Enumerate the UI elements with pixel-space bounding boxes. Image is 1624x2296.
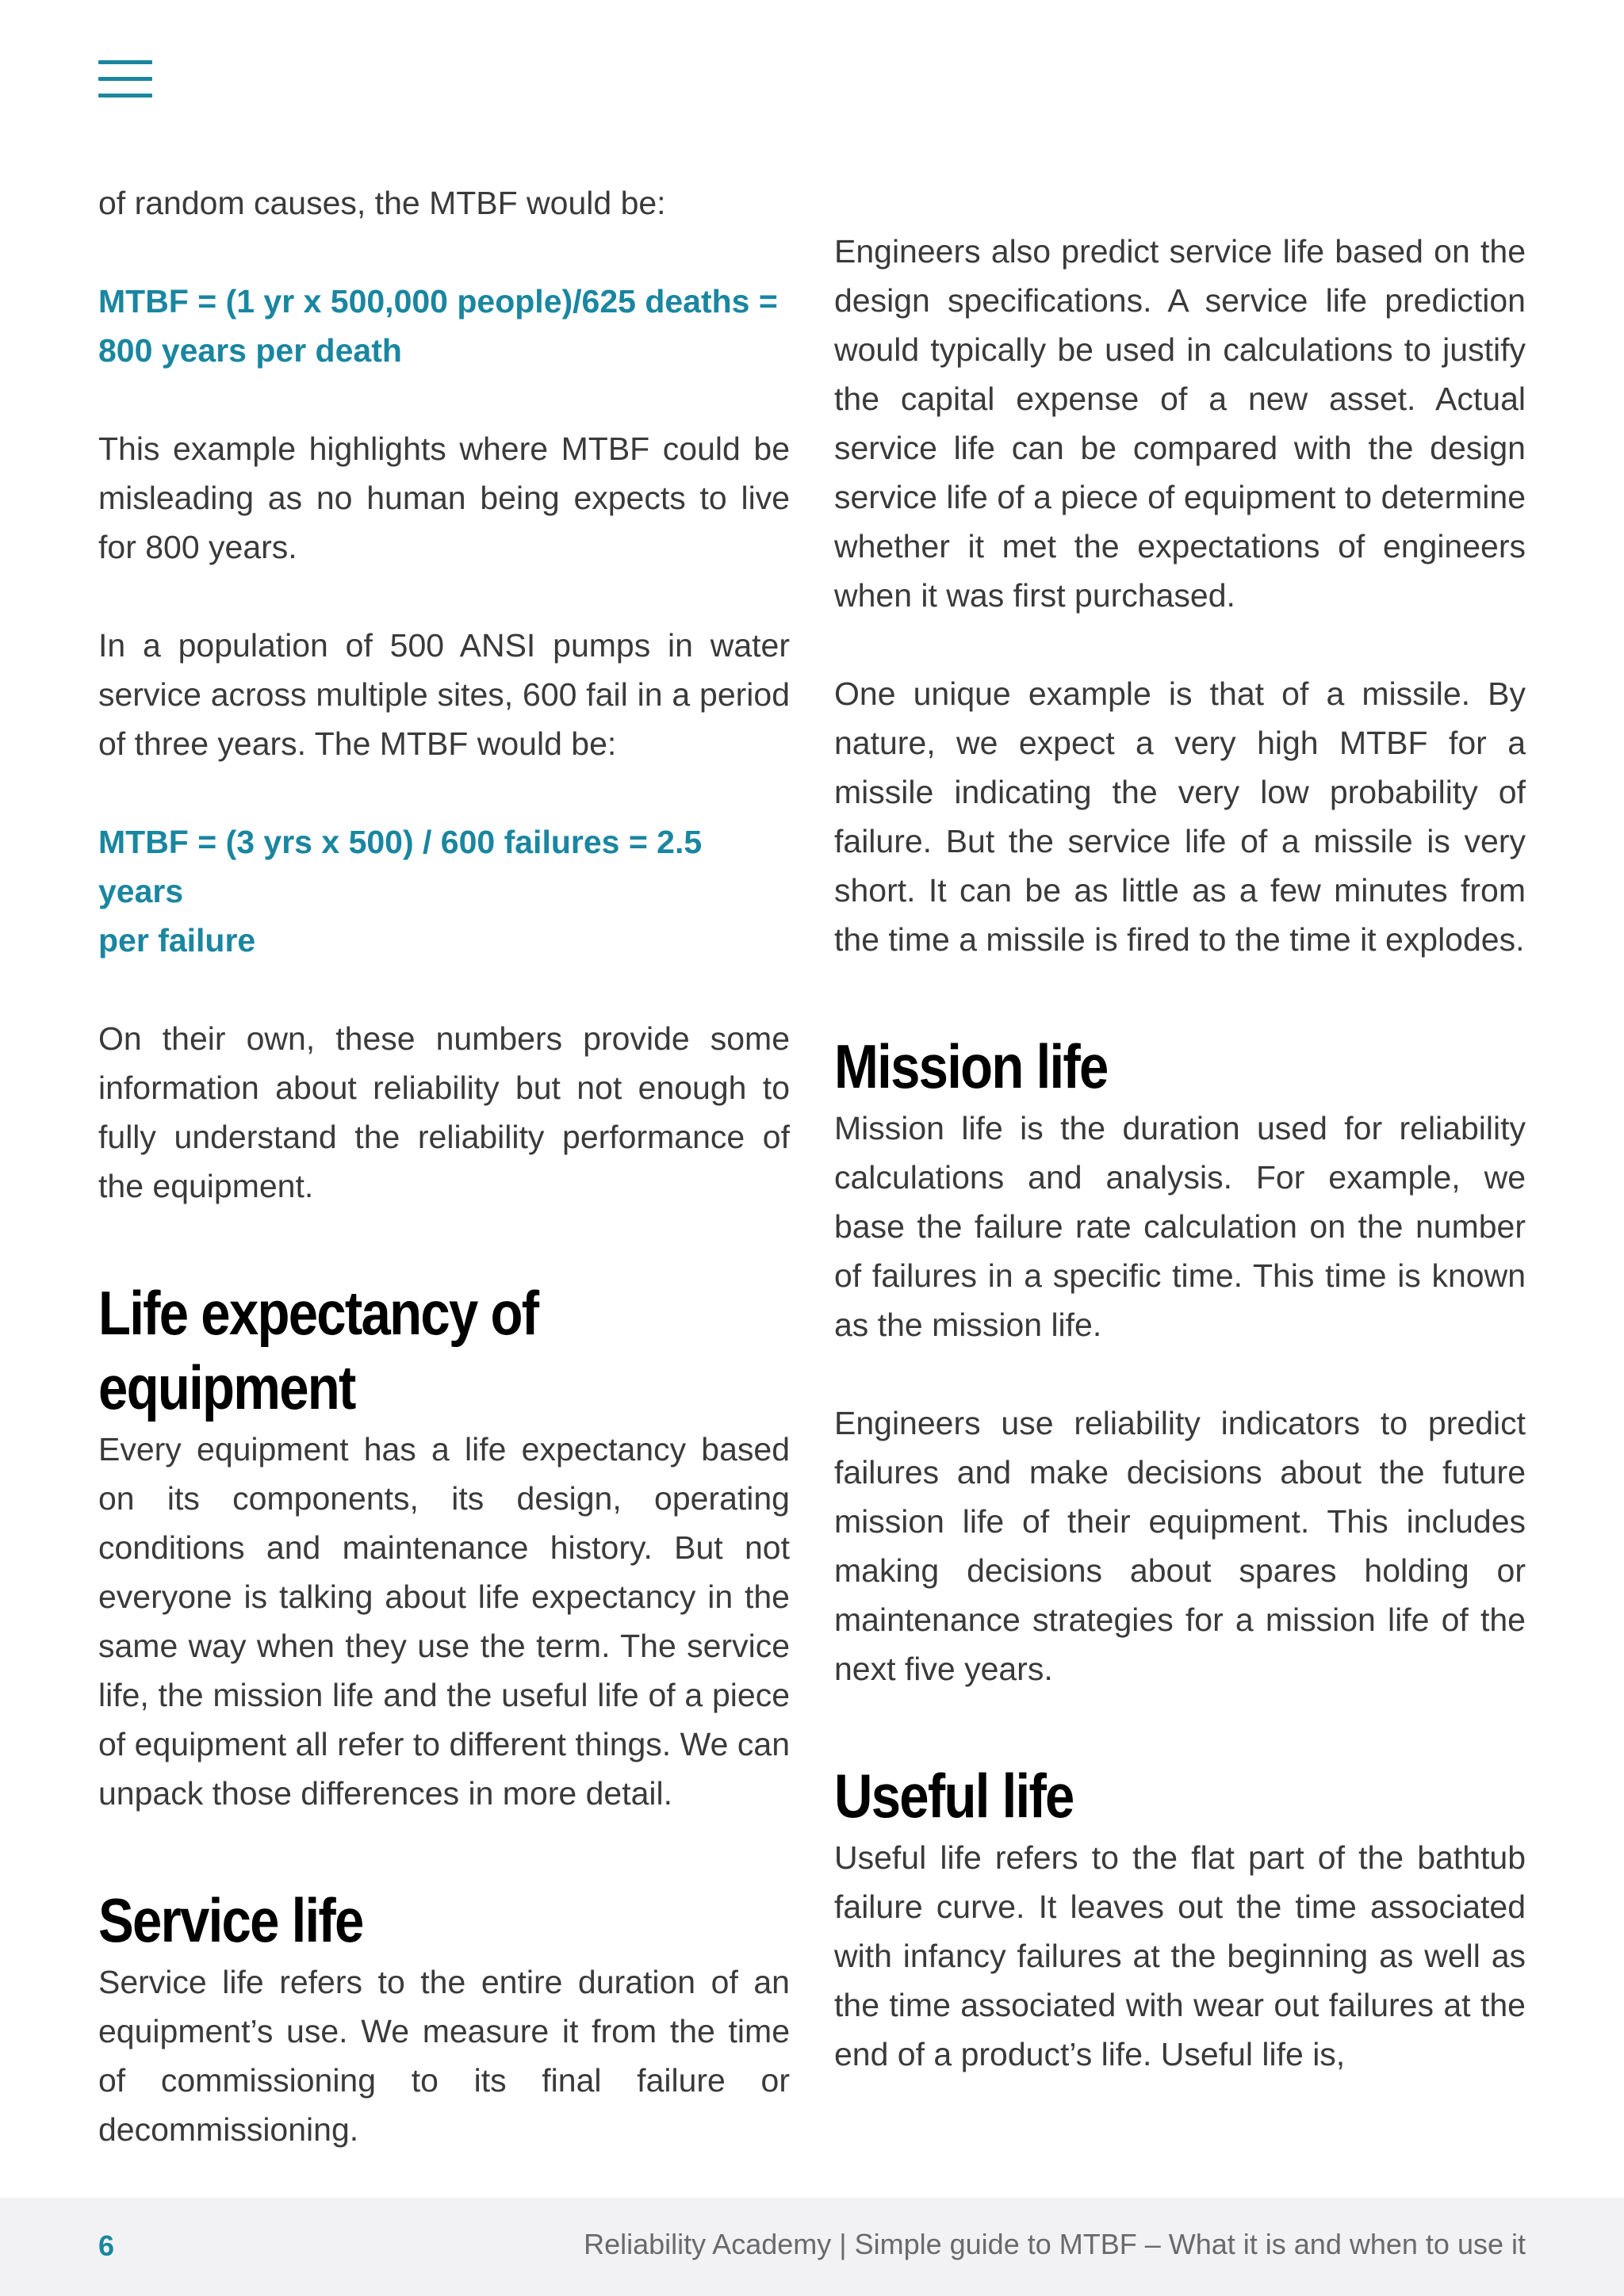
section-heading: equipment — [98, 1353, 355, 1422]
menu-bar — [98, 60, 152, 64]
section-heading: Useful life — [834, 1761, 1074, 1831]
footer-title: Reliability Academy | Simple guide to MTBF – What it is and when to use it — [584, 2228, 1526, 2260]
paragraph: In a population of 500 ANSI pumps in water service across multiple sites, 600 fail in a period of three years. The MTBF would be: — [98, 627, 790, 762]
formula-line: MTBF = (3 yrs x 500) / 600 failures = 2.5 years — [98, 824, 703, 909]
formula-line: per failure — [98, 922, 256, 959]
paragraph: Service life refers to the entire duration of an equipment’s use. We measure it from the time of commissioning to its final failure or decommissioning. — [98, 1964, 790, 2148]
section-heading: Life expectancy of — [98, 1278, 538, 1348]
formula-line: 800 years per death — [98, 332, 402, 369]
page-number: 6 — [98, 2229, 115, 2262]
paragraph: Mission life is the duration used for reliability calculations and analysis. For example, we base the failure rate calculation on the number of failures in a specific time. This time is known as the mission life. — [834, 1110, 1526, 1343]
right-column — [834, 227, 1526, 2079]
section-heading: Service life — [98, 1885, 363, 1955]
paragraph: Useful life refers to the flat part of the bathtub failure curve. It leaves out the time associated with infancy failures at the beginning as well as the time associated with wear out failures at the end of a product’s life. Useful life is, — [834, 1839, 1526, 2072]
paragraph: Engineers also predict service life based on the design specifications. A service life prediction would typically be used in calculations to justify the capital expense of a new asset. Actual service life can be compared with the design service life of a piece of equipment to determine whether it met the expectations of engineers when it was first purchased. — [834, 233, 1526, 614]
paragraph: On their own, these numbers provide some information about reliability but not enough to fully understand the reliability performance of the equipment. — [98, 1020, 790, 1204]
left-column — [98, 178, 790, 2154]
paragraph: of random causes, the MTBF would be: — [98, 185, 666, 221]
section-heading: Mission life — [834, 1031, 1108, 1101]
formula-line: MTBF = (1 yr x 500,000 people)/625 deaths = — [98, 283, 778, 320]
paragraph: This example highlights where MTBF could be misleading as no human being expects to live for 800 years. — [98, 430, 790, 565]
hamburger-menu-icon[interactable] — [98, 60, 152, 98]
menu-bar — [98, 94, 152, 98]
paragraph: Every equipment has a life expectancy based on its components, its design, operating conditions and maintenance history. But not everyone is talking about life expectancy in the same way when they use the term. The service life, the mission life and the useful life of a piece of equipment all refer to different things. We can unpack those differences in more detail. — [98, 1431, 790, 1812]
paragraph: Engineers use reliability indicators to predict failures and make decisions about the future mission life of their equipment. This includes making decisions about spares holding or maintenance strategies for a mission life of the next five years. — [834, 1405, 1526, 1687]
menu-bar — [98, 77, 152, 81]
paragraph: One unique example is that of a missile. By nature, we expect a very high MTBF for a missile indicating the very low probability of failure. But the service life of a missile is very short. It can be as little as a few minutes from the time a missile is fired to the time it explodes. — [834, 675, 1526, 958]
